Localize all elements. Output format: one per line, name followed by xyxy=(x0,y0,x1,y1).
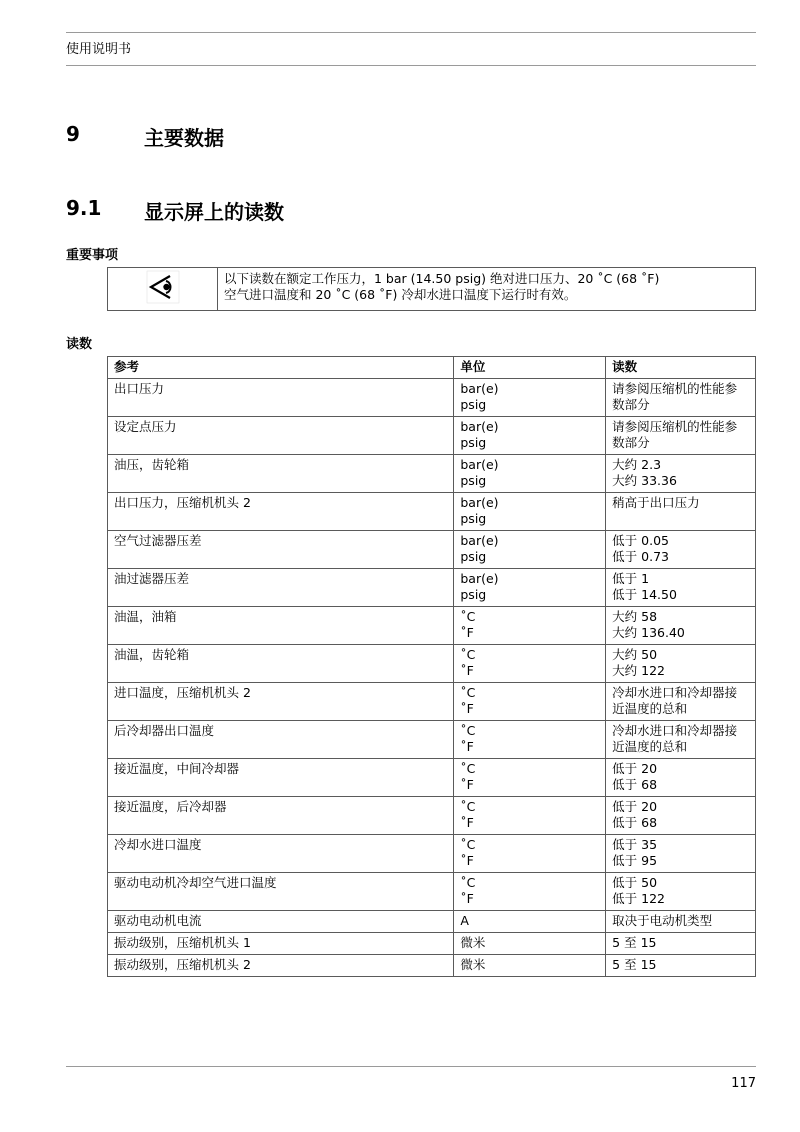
reading-text-line-2: 数部分 xyxy=(612,397,650,412)
table-row xyxy=(108,955,756,977)
column-header-reading: 读数 xyxy=(606,357,756,379)
unit-text-line-1: bar(e) xyxy=(460,457,499,472)
page-number: 117 xyxy=(731,1076,756,1091)
unit-text-line-2: ˚F xyxy=(460,663,474,678)
reading-text-line-2: 低于 68 xyxy=(612,815,658,830)
unit-cell xyxy=(454,911,606,933)
unit-text-line-2: ˚F xyxy=(460,625,474,640)
reading-text-line-1: 大约 2.3 xyxy=(612,457,662,472)
reference-cell xyxy=(108,683,454,721)
reading-cell xyxy=(606,721,756,759)
reading-cell xyxy=(606,645,756,683)
reading-text-line-1: 低于 20 xyxy=(612,799,658,814)
subsection-number: 9.1 xyxy=(66,196,102,220)
reading-text-line-1: 大约 58 xyxy=(612,609,658,624)
unit-cell xyxy=(454,797,606,835)
header-bottom-rule xyxy=(66,65,756,66)
unit-text-line-2: psig xyxy=(460,473,487,488)
table-row xyxy=(108,933,756,955)
reference-cell xyxy=(108,835,454,873)
unit-text-line-1: ˚C xyxy=(460,875,476,890)
unit-text-line-1: bar(e) xyxy=(460,419,499,434)
reading-text-line-2: 大约 136.40 xyxy=(612,625,685,640)
unit-text-line-2: ˚F xyxy=(460,739,474,754)
notice-heading: 重要事项 xyxy=(66,248,119,263)
unit-text-line-1: ˚C xyxy=(460,761,476,776)
unit-cell xyxy=(454,873,606,911)
reference-cell xyxy=(108,797,454,835)
unit-text-line-1: bar(e) xyxy=(460,571,499,586)
unit-text-line-2: psig xyxy=(460,511,487,526)
reference-cell xyxy=(108,493,454,531)
unit-text-line-2: psig xyxy=(460,435,487,450)
unit-text-line-1: 微米 xyxy=(460,935,486,950)
unit-text-line-2: psig xyxy=(460,397,487,412)
table-row xyxy=(108,607,756,645)
reference-text-line-1: 驱动电动机冷却空气进口温度 xyxy=(114,875,277,890)
table-row xyxy=(108,531,756,569)
section-title: 主要数据 xyxy=(144,126,224,150)
reading-text-line-1: 5 至 15 xyxy=(612,957,657,972)
table-row xyxy=(108,873,756,911)
reading-cell xyxy=(606,911,756,933)
reading-text-line-1: 低于 50 xyxy=(612,875,658,890)
unit-text-line-1: ˚C xyxy=(460,723,476,738)
document-header-title: 使用说明书 xyxy=(66,42,132,57)
unit-cell xyxy=(454,455,606,493)
reading-text-line-2: 低于 0.73 xyxy=(612,549,669,564)
unit-cell xyxy=(454,933,606,955)
unit-cell xyxy=(454,759,606,797)
notice-text-line-1: 以下读数在额定工作压力，1 bar (14.50 psig) 绝对进口压力、20 ˚C (68 ˚F) xyxy=(224,271,660,286)
notice-text-line-2: 空气进口温度和 20 ˚C (68 ˚F) 冷却水进口温度下运行时有效。 xyxy=(224,287,577,302)
reading-text-line-2: 数部分 xyxy=(612,435,650,450)
unit-text-line-1: ˚C xyxy=(460,837,476,852)
reference-cell xyxy=(108,379,454,417)
reading-cell xyxy=(606,379,756,417)
unit-text-line-2: psig xyxy=(460,587,487,602)
reference-cell xyxy=(108,759,454,797)
reference-text-line-1: 接近温度，中间冷却器 xyxy=(114,761,240,776)
unit-text-line-2: ˚F xyxy=(460,891,474,906)
reading-cell xyxy=(606,493,756,531)
table-row xyxy=(108,417,756,455)
unit-text-line-2: ˚F xyxy=(460,701,474,716)
unit-cell xyxy=(454,531,606,569)
unit-text-line-1: ˚C xyxy=(460,685,476,700)
table-row xyxy=(108,455,756,493)
reference-text-line-1: 油温，油箱 xyxy=(114,609,177,624)
reference-cell xyxy=(108,933,454,955)
reading-text-line-1: 请参阅压缩机的性能参 xyxy=(612,419,738,434)
reference-cell xyxy=(108,721,454,759)
reading-text-line-2: 近温度的总和 xyxy=(612,739,688,754)
eye-notice-icon xyxy=(146,292,180,307)
reading-text-line-1: 冷却水进口和冷却器接 xyxy=(612,723,738,738)
table-row xyxy=(108,379,756,417)
reference-text-line-1: 冷却水进口温度 xyxy=(114,837,202,852)
reading-cell xyxy=(606,607,756,645)
table-row xyxy=(108,911,756,933)
reading-cell xyxy=(606,455,756,493)
reference-text-line-1: 出口压力，压缩机机头 2 xyxy=(114,495,251,510)
unit-text-line-1: bar(e) xyxy=(460,533,499,548)
section-number: 9 xyxy=(66,122,80,146)
unit-text-line-1: ˚C xyxy=(460,647,476,662)
table-header-row xyxy=(108,357,756,379)
reading-cell xyxy=(606,933,756,955)
unit-text-line-1: bar(e) xyxy=(460,495,499,510)
unit-cell xyxy=(454,493,606,531)
footer-rule xyxy=(66,1066,756,1067)
unit-text-line-2: ˚F xyxy=(460,815,474,830)
reference-cell xyxy=(108,569,454,607)
reading-cell xyxy=(606,683,756,721)
unit-text-line-1: A xyxy=(460,913,469,928)
reading-text-line-2: 低于 68 xyxy=(612,777,658,792)
column-header-unit: 单位 xyxy=(454,357,606,379)
unit-cell xyxy=(454,835,606,873)
reading-cell xyxy=(606,569,756,607)
unit-cell xyxy=(454,721,606,759)
reading-cell xyxy=(606,955,756,977)
reference-cell xyxy=(108,455,454,493)
reading-text-line-1: 5 至 15 xyxy=(612,935,657,950)
unit-text-line-2: psig xyxy=(460,549,487,564)
reference-text-line-1: 油温，齿轮箱 xyxy=(114,647,190,662)
subsection-title: 显示屏上的读数 xyxy=(144,200,284,224)
reference-cell xyxy=(108,873,454,911)
reading-cell xyxy=(606,873,756,911)
table-row xyxy=(108,683,756,721)
reading-text-line-2: 近温度的总和 xyxy=(612,701,688,716)
reference-cell xyxy=(108,955,454,977)
unit-text-line-2: ˚F xyxy=(460,853,474,868)
unit-cell xyxy=(454,607,606,645)
unit-cell xyxy=(454,569,606,607)
table-row xyxy=(108,797,756,835)
table-row xyxy=(108,569,756,607)
reading-cell xyxy=(606,797,756,835)
reading-text-line-2: 低于 95 xyxy=(612,853,658,868)
header-top-rule xyxy=(66,32,756,33)
reading-text-line-2: 大约 122 xyxy=(612,663,666,678)
table-row xyxy=(108,721,756,759)
table-row xyxy=(108,493,756,531)
reading-text-line-1: 冷却水进口和冷却器接 xyxy=(612,685,738,700)
reading-text-line-1: 大约 50 xyxy=(612,647,658,662)
reference-text-line-1: 振动级别，压缩机机头 1 xyxy=(114,935,251,950)
table-row xyxy=(108,759,756,797)
reading-text-line-1: 请参阅压缩机的性能参 xyxy=(612,381,738,396)
unit-cell xyxy=(454,379,606,417)
reference-text-line-1: 出口压力 xyxy=(114,381,165,396)
reference-cell xyxy=(108,531,454,569)
unit-text-line-1: ˚C xyxy=(460,609,476,624)
unit-cell xyxy=(454,683,606,721)
unit-cell xyxy=(454,417,606,455)
reading-text-line-1: 取决于电动机类型 xyxy=(612,913,713,928)
reference-text-line-1: 油压，齿轮箱 xyxy=(114,457,190,472)
table-row xyxy=(108,835,756,873)
reading-text-line-1: 低于 0.05 xyxy=(612,533,669,548)
reading-text-line-1: 低于 20 xyxy=(612,761,658,776)
reference-text-line-1: 振动级别，压缩机机头 2 xyxy=(114,957,251,972)
reference-cell xyxy=(108,607,454,645)
reading-cell xyxy=(606,835,756,873)
reading-cell xyxy=(606,759,756,797)
readings-heading: 读数 xyxy=(66,337,93,352)
reading-text-line-2: 大约 33.36 xyxy=(612,473,677,488)
reading-text-line-2: 低于 14.50 xyxy=(612,587,677,602)
unit-text-line-1: 微米 xyxy=(460,957,486,972)
reference-text-line-1: 油过滤器压差 xyxy=(114,571,190,586)
unit-text-line-2: ˚F xyxy=(460,777,474,792)
reference-text-line-1: 驱动电动机电流 xyxy=(114,913,202,928)
reference-cell xyxy=(108,645,454,683)
reference-text-line-1: 后冷却器出口温度 xyxy=(114,723,215,738)
reference-text-line-1: 空气过滤器压差 xyxy=(114,533,202,548)
reference-text-line-1: 进口温度，压缩机机头 2 xyxy=(114,685,251,700)
notice-box xyxy=(107,267,756,311)
reference-cell xyxy=(108,417,454,455)
unit-text-line-1: bar(e) xyxy=(460,381,499,396)
table-row xyxy=(108,645,756,683)
notice-icon-cell xyxy=(108,268,218,311)
column-header-reference: 参考 xyxy=(108,357,454,379)
reading-text-line-1: 稍高于出口压力 xyxy=(612,495,700,510)
readings-table xyxy=(107,356,756,977)
unit-cell xyxy=(454,955,606,977)
reading-text-line-1: 低于 35 xyxy=(612,837,658,852)
reference-text-line-1: 接近温度，后冷却器 xyxy=(114,799,227,814)
reading-text-line-1: 低于 1 xyxy=(612,571,650,586)
reading-cell xyxy=(606,417,756,455)
reading-text-line-2: 低于 122 xyxy=(612,891,666,906)
reading-cell xyxy=(606,531,756,569)
unit-text-line-1: ˚C xyxy=(460,799,476,814)
reference-cell xyxy=(108,911,454,933)
unit-cell xyxy=(454,645,606,683)
reference-text-line-1: 设定点压力 xyxy=(114,419,177,434)
notice-text-cell xyxy=(218,268,756,311)
